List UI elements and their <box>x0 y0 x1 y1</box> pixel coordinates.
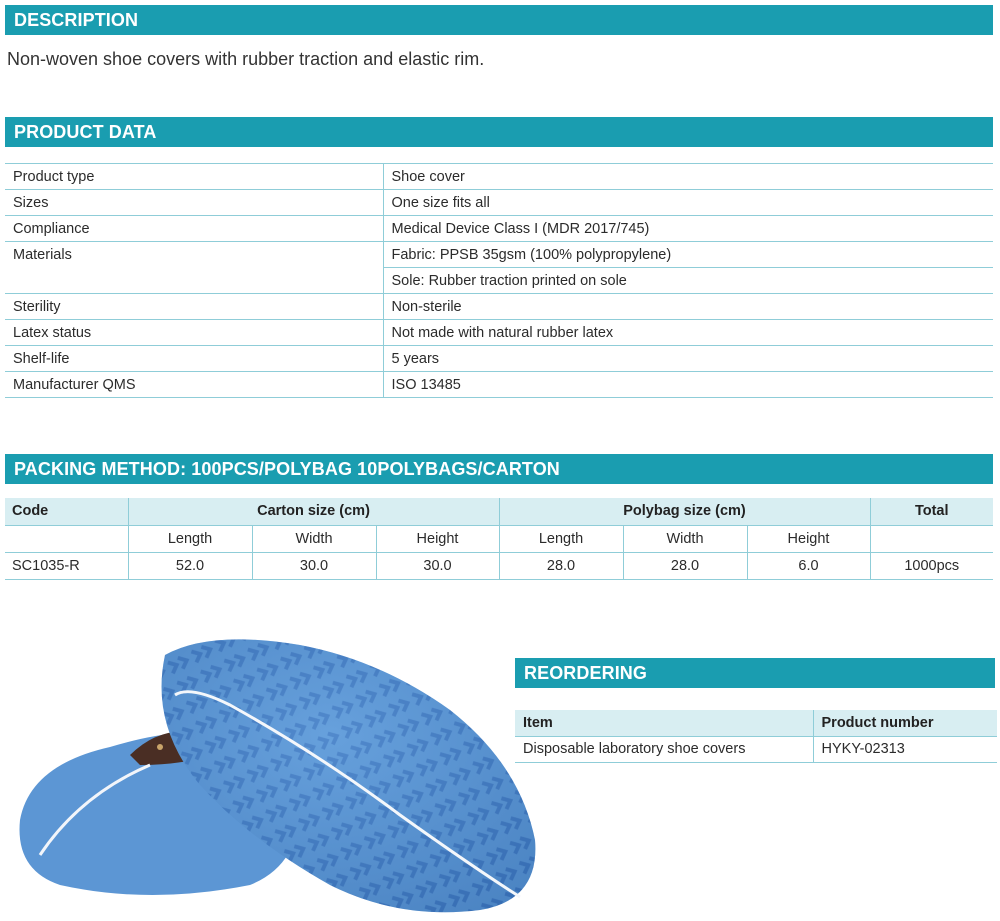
product-data-header: PRODUCT DATA <box>5 117 993 147</box>
polybag-height-value: 6.0 <box>747 552 870 579</box>
sterility-label: Sterility <box>5 294 383 320</box>
shelf-life-value: 5 years <box>383 346 993 372</box>
total-column-header: Total <box>870 498 993 525</box>
item-value: Disposable laboratory shoe covers <box>515 736 813 762</box>
carton-height-header: Height <box>376 525 499 552</box>
polybag-size-header: Polybag size (cm) <box>499 498 870 525</box>
latex-status-value: Not made with natural rubber latex <box>383 320 993 346</box>
item-column-header: Item <box>515 710 813 736</box>
sizes-value: One size fits all <box>383 190 993 216</box>
materials-fabric-value: Fabric: PPSB 35gsm (100% polypropylene) <box>383 242 993 268</box>
product-data-table <box>5 163 993 398</box>
table-row <box>5 552 993 579</box>
table-header-row <box>5 498 993 525</box>
table-row <box>5 320 993 346</box>
carton-width-header: Width <box>252 525 376 552</box>
manufacturer-qms-value: ISO 13485 <box>383 372 993 398</box>
materials-sole-value: Sole: Rubber traction printed on sole <box>383 268 993 294</box>
manufacturer-qms-label: Manufacturer QMS <box>5 372 383 398</box>
polybag-width-header: Width <box>623 525 747 552</box>
table-subheader-row <box>5 525 993 552</box>
table-row <box>5 294 993 320</box>
table-row <box>5 190 993 216</box>
sizes-label: Sizes <box>5 190 383 216</box>
reordering-table <box>515 710 997 763</box>
code-column-header: Code <box>5 498 128 525</box>
table-header-row <box>515 710 997 736</box>
product-type-label: Product type <box>5 164 383 190</box>
shelf-life-label: Shelf-life <box>5 346 383 372</box>
table-row <box>5 216 993 242</box>
table-row <box>5 242 993 268</box>
reordering-header: REORDERING <box>515 658 995 688</box>
table-row <box>5 164 993 190</box>
table-row <box>5 268 993 294</box>
compliance-label: Compliance <box>5 216 383 242</box>
materials-label: Materials <box>5 242 383 268</box>
sterility-value: Non-sterile <box>383 294 993 320</box>
carton-length-header: Length <box>128 525 252 552</box>
empty-cell <box>5 525 128 552</box>
code-value: SC1035-R <box>5 552 128 579</box>
description-header: DESCRIPTION <box>5 5 993 35</box>
polybag-length-value: 28.0 <box>499 552 623 579</box>
carton-height-value: 30.0 <box>376 552 499 579</box>
product-number-column-header: Product number <box>813 710 997 736</box>
description-text: Non-woven shoe covers with rubber traction and elastic rim. <box>7 49 485 69</box>
polybag-height-header: Height <box>747 525 870 552</box>
product-number-value: HYKY-02313 <box>813 736 997 762</box>
carton-length-value: 52.0 <box>128 552 252 579</box>
packing-method-header: PACKING METHOD: 100PCS/POLYBAG 10POLYBAGS/CARTON <box>5 454 993 484</box>
packing-table <box>5 498 993 580</box>
total-value: 1000pcs <box>870 552 993 579</box>
polybag-width-value: 28.0 <box>623 552 747 579</box>
latex-status-label: Latex status <box>5 320 383 346</box>
shoe-covers-photo <box>0 615 540 921</box>
materials-label-cont <box>5 268 383 294</box>
product-type-value: Shoe cover <box>383 164 993 190</box>
table-row <box>515 736 997 762</box>
compliance-value: Medical Device Class I (MDR 2017/745) <box>383 216 993 242</box>
carton-size-header: Carton size (cm) <box>128 498 499 525</box>
table-row <box>5 372 993 398</box>
carton-width-value: 30.0 <box>252 552 376 579</box>
polybag-length-header: Length <box>499 525 623 552</box>
table-row <box>5 346 993 372</box>
empty-cell <box>870 525 993 552</box>
